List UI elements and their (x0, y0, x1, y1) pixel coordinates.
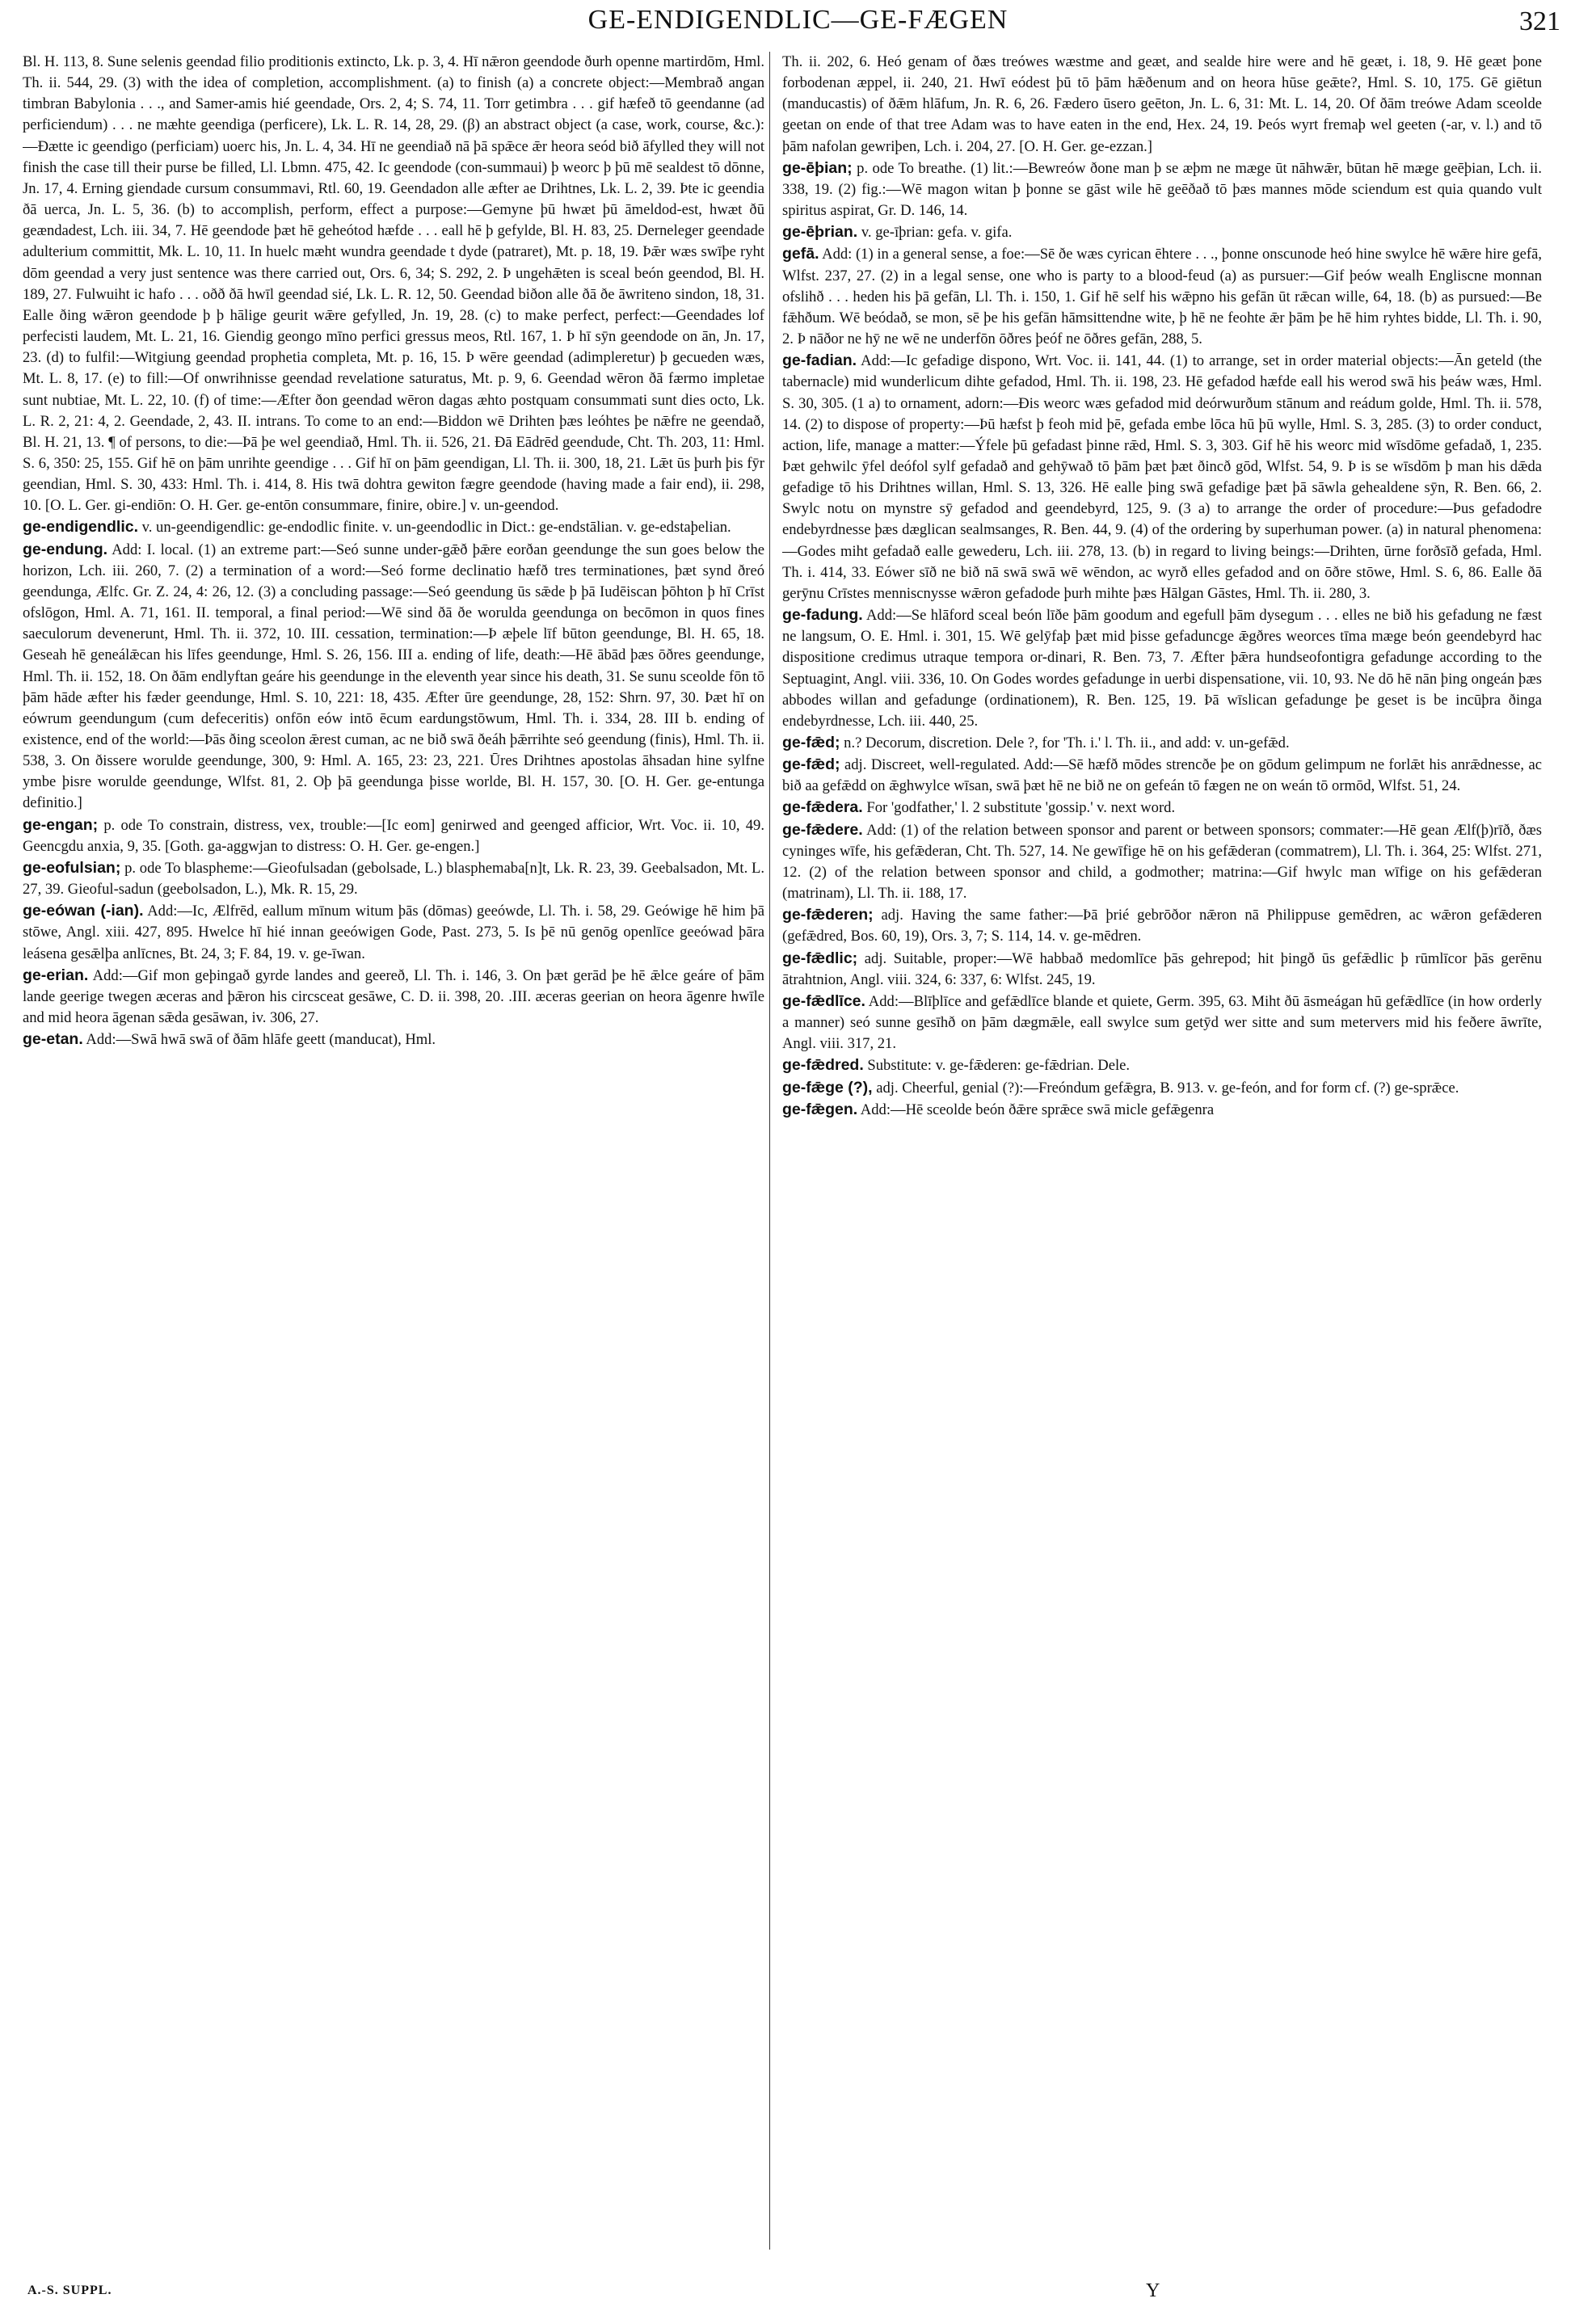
entry-text: adj. Discreet, well-regulated. Add:—Sē hæfð mōdes strencðe þe on gōdum gelimpum ne forlǣt his anrǣdnesse, ac bið aa gefǣdd on ǣghwylce wīsan, swā þæt hē ne bið ne on gefeán tō fægen ne on weán tō ormōd, Wlfst. 51, 24. (782, 756, 1542, 795)
dictionary-entry (23, 965, 764, 1029)
entry-text: v. ge-īþrian: gefa. v. gifa. (857, 224, 1013, 242)
entry-continuation (782, 52, 1542, 158)
dictionary-entry (782, 1077, 1542, 1099)
dictionary-entry (23, 815, 764, 857)
entry-text: For 'godfather,' l. 2 substitute 'gossip.' v. next word. (862, 799, 1176, 817)
dictionary-entry (782, 350, 1542, 604)
headword: ge-endigendlic. (23, 518, 139, 537)
dictionary-entry (782, 158, 1542, 221)
entry-text: Add: (1) in a general sense, a foe:—Sē ðe wæs cyrican ēhtere . . ., þonne onscunode heó hine swylce hē wǣre hire gefā, Wlfst. 237, 27. (2) in a legal sense, one who is party to a blood-feud (a) as pursuer:—Gif þeów wealh Engliscne monnan ofslihð . . . heden his þā gefān, Ll. Th. i. 150, 1. Gif hē self his wǣpno his gefān ūt rǣcan wille, 64, 18. (b) as pursued:—Be fǣhðum. Wē beódað, se mon, sē þe his gefān hāmsittendne wite, þ hē ne feohte ǣr þām þe hē him ryhtes bidde, Ll. Th. i. 90, 2. Þ nāðor ne hȳ ne wē ne underfōn ōðres þeóf ne ōðres gefān, 288, 5. (782, 246, 1542, 348)
entry-text: Add:—Hē sceolde beón ðǣre sprǣce swā micle gefǣgenra (857, 1101, 1215, 1118)
entry-continuation (23, 52, 764, 516)
gathering-letter: Y (1146, 2280, 1160, 2301)
headword: ge-ēþrian. (782, 223, 858, 242)
headword: ge-fadung. (782, 606, 863, 625)
headword: ge-fǣgen. (782, 1100, 858, 1118)
headword: ge-fǣdlic; (782, 949, 858, 967)
dictionary-entry (782, 221, 1542, 243)
entry-text: Add:—Swā hwā swā of ðām hlāfe geett (manducat), Hml. (82, 1031, 436, 1049)
dictionary-entry (23, 857, 764, 900)
headword: ge-fǣge (?), (782, 1078, 873, 1097)
entry-text: Add: I. local. (1) an extreme part:—Seó sunne under-gǣð þǣre eorðan geendunge the sun goes below the horizon, Lch. iii. 260, 7. (2) a termination of a word:—Seó forme declinatio hæfð tres terminationes, þæt synd ðreó geendunga, Ælfc. Gr. Z. 24, 4: 26, 12. (3) a concluding passage:—Seó geendung ūs sǣde þ þā Iudēiscan þōhton þ hī Crīst ofslōgon, Hml. A. 71, 161. II. temporal, a final period:—Wē sind ðā ðe worulda geendunga on becōmon in quos fines saeculorum devenerunt, Hml. Th. ii. 372, 10. III. cessation, termination:—Þ æþele līf būton geendunge, Bl. H. 65, 18. Geseah hē geneálǣcan his līfes geendunge, Hml. S. 26, 156. III a. ending of life, death:—Hē ābād þæs ōðres geendunge, Hml. Th. ii. 152, 18. On ðām endlyftan geáre his geendunge in the eleventh year since his death, 31. Se sunu sceolde fōn tō þām hāde æfter his fæder geendunge, Hml. S. 10, 221: 18, 435. Æfter ūre geendunge, 28, 152: Shrn. 97, 30. Þæt hī on eówrum geendungum (cum defeceritis) onfōn eów intō ēcum eardungstōwum, Hml. Th. i. 334, 28. III b. ending of existence, end of the world:—Þās ðing sceolon ǣrest cuman, ac ne bið swā ðeáh þǣrrihte seó geendung (finis), Hml. Th. ii. 538, 3. On ðissere worulde geendunge, 300, 9: Hml. A. 165, 23: 23, 221. Ūres Drihtnes apostolas āhsadan hine sylfne ymbe þisre worulde geendunge, Wlfst. 81, 2. Oþ þā geendunga þisse worlde, Bl. H. 157, 30. [O. H. Ger. ge-entunga definitio.] (23, 541, 764, 812)
entry-text: v. un-geendigendlic: ge-endodlic finite. v. un-geendodlic in Dict.: ge-endstālian. v. ge-edstaþelian. (138, 519, 731, 537)
entry-text: Add:—Blīþlīce and gefǣdlīce blande et quiete, Germ. 395, 63. Miht ðū āsmeágan hū gefǣdlīce (in how orderly a manner) seó sunne gesīhð on þām dægmǣle, eall swylce sum getȳd wer sitte and sum metervers mid his feðere āwrīte, Angl. viii. 317, 21. (782, 992, 1542, 1053)
headword: gefā. (782, 245, 819, 263)
entry-text: p. ode To constrain, distress, vex, trouble:—[Ic eom] genirwed and geenged afficior, Wrt. Voc. ii. 10, 49. Geencgdu anxia, 9, 35. [Goth. ga-aggwjan to distress: O. H. Ger. ge-engen.] (23, 816, 764, 855)
dictionary-entry (782, 754, 1542, 797)
entry-text: Add: (1) of the relation between sponsor and parent or between sponsors; commater:—Hē gean Ælf(þ)rīð, ðæs cyninges wīfe, his gefǣderan, Cht. Th. 527, 14. Ne gewīfige hē on his gefǣderan (commatrem), Ll. Th. i. 364, 25: Wlfst. 271, 12. (2) of the relation between sponsor and child, a godmother; matrina:—Gif hwylc man wīfige on his gefǣderan (matrinam), Ll. Th. ii. 188, 17. (782, 821, 1542, 903)
entry-text: Th. ii. 202, 6. Heó genam of ðæs treówes wæstme and geæt, and sealde hire were and hē geæt, i. 18, 9. Hē geæt þone forbodenan æppel, ii. 240, 21. Hwī eódest þū tō þām hǣðenum and on heora hūse geǣte?, Hml. S. 10, 175. Gē giētun (manducastis) of ðǣm hlāfum, Jn. R. 6, 26. Fædero ūsero geēton, Jn. L. 6, 31: Mt. L. 14, 20. Of ðām treówe Adam sceolde geetan on ende of that tree Adam was to have eaten in the end, Hex. 24, 19. Þeós wyrt fremaþ wel geeten (-ar, v. l.) and tō þām nafolan gewriþen, Lch. i. 204, 27. [O. H. Ger. ge-ezzan.] (782, 53, 1542, 155)
running-head (0, 5, 1596, 45)
entry-text: adj. Suitable, proper:—Wē habbað medomlīce þās gehrepod; hit þingð ūs gefǣdlic þ rūmlīcor þās gerēnu ātrahtnion, Angl. viii. 324, 6: 337, 6: Wlfst. 245, 19. (782, 949, 1542, 988)
headword: ge-eofulsian; (23, 858, 121, 877)
headword: ge-ēþian; (782, 158, 853, 177)
headword: ge-etan. (23, 1030, 83, 1049)
headword: ge-fadian. (782, 351, 857, 370)
dictionary-entry (782, 904, 1542, 947)
headword: ge-fǣdred. (782, 1056, 864, 1075)
dictionary-entry (782, 1054, 1542, 1076)
dictionary-entry (23, 539, 764, 815)
dictionary-entry (23, 900, 764, 964)
entry-text: p. ode To blaspheme:—Gieofulsadan (gebolsade, L.) blasphemaba[n]t, Lk. R. 23, 39. Geebalsadon, Mt. L. 27, 39. Gieoful-sadun (geebolsadon, L.), Mk. R. 15, 29. (23, 859, 764, 899)
headword: ge-fǣdere. (782, 820, 863, 839)
entry-text: Substitute: v. ge-fǣderen: ge-fǣdrian. Dele. (863, 1057, 1131, 1075)
dictionary-entry (782, 948, 1542, 991)
left-column (23, 52, 764, 2282)
headword: ge-fǣderen; (782, 906, 874, 924)
headword: ge-fǣd; (782, 734, 840, 751)
entry-text: Add:—Ic gefadige dispono, Wrt. Voc. ii. 141, 44. (1) to arrange, set in order material objects:—Ān geteld (the tabernacle) mid wunderlicum dihte gefadod, Hml. Th. ii. 198, 23. Hē gefadod hæfde eall his werod swā his þeáw wæs, Hml. S. 30, 305. (1 a) to ornament, adorn:—Ðis weorc wæs gefadod mid deórwurðum stānum and reádum golde, Hml. Th. ii. 578, 14. (2) to dispose of property:—Þū hæfst þ feoh mid þē, gefada embe lōca hū þū wylle, Hml. S. 3, 285. (3) to order conduct, action, life, manage a matter:—Ýfele þū gefadast þinne rǣd, Hml. S. 3, 303. Gif hē his weorc mid wīsdōme gefadað, 1, 235. Þæt gehwilc ȳfel deófol sylf gefadað and gehȳwað tō þām þæt þæt ðincð gōd, Wlfst. 54, 9. Þ is se wīsdōm þ man his dǣda gefadige tō his Drihtnes willan, Hml. S. 13, 326. Hē ealle þing swā gefadige þæt þā sāwla gehealdene sȳn, R. Ben. 66, 2. Swylc notu on mynstre sȳ gefadod and geendebyrd, 125, 9. (3 a) to arrange the order of procedure:—Þus gefadodre endebyrdnesse þæs dæglican sealmsanges, R. Ben. 44, 9. (4) of the ordering by superhuman power. (a) in natural phenomena:—Godes miht gefadað ealle gewederu, Lch. iii. 278, 13. (b) in regard to living beings:—Drihten, ūrne forðsīð gefada, Hml. Th. i. 414, 33. Eówer sīð ne bið nā swā swā wē wēndon, ac wyrð elles gefadod and on ōðre stōwe, Hml. S. 6, 86. Ealle ðā gerȳnu Crīstes menniscnysse wǣron gefadode þurh mihte þæs Hālgan Gāstes, Hml. Th. ii. 280, 3. (782, 352, 1542, 602)
entry-text: Add:—Ic, Ælfrēd, eallum mīnum witum þās (dōmas) geeówde, Ll. Th. i. 58, 29. Geówige hē him þā stōwe, Angl. xiii. 427, 895. Hwelce hī hié innan geeówigen Gode, Past. 273, 5. Is þē nū genōg openlīce geeówad þāra leásena gesǣlþa anlīcnes, Bt. 24, 3; F. 84, 19. v. ge-īwan. (23, 903, 764, 962)
entry-text: adj. Cheerful, genial (?):—Freóndum gefǣgra, B. 913. v. ge-feón, and for form cf. (?) ge-sprǣce. (872, 1079, 1459, 1097)
headword: ge-erian. (23, 966, 89, 984)
entry-text: adj. Having the same father:—Þā þrié gebrōðor nǣron nā Philippuse gemēdren, ac wǣron gefǣderen (gefǣdred, Bos. 60, 19), Ors. 3, 7; S. 114, 14. v. ge-mēdren. (782, 907, 1542, 945)
dictionary-entry (23, 1029, 764, 1050)
dictionary-entry (782, 243, 1542, 350)
page-number: 321 (1519, 6, 1560, 36)
headword: ge-fǣdlīce. (782, 991, 865, 1010)
entry-text: n.? Decorum, discretion. Dele ?, for 'Th. i.' l. Th. ii., and add: v. un-gefǣd. (840, 735, 1290, 751)
headword: ge-engan; (23, 815, 99, 834)
headword: ge-eówan (-ian). (23, 902, 144, 920)
column-divider (769, 52, 770, 2250)
dictionary-entry (782, 819, 1542, 905)
entry-text: p. ode To breathe. (1) lit.:—Bewreów ðone man þ se æþm ne mæge ūt nāhwǣr, būtan hē mæge geēþian, Lch. ii. 338, 19. (2) fig.:—Wē magon witan þ þonne se gāst wile hē geēðað tō þæs mannes mōde sciendum est quia quando vult spiritus aspirat, Gr. D. 146, 14. (782, 159, 1542, 220)
signature-mark: A.-S. SUPPL. (27, 2284, 112, 2297)
dictionary-entry (782, 732, 1542, 754)
headword: ge-endung. (23, 540, 108, 558)
headword: ge-fǣd; (782, 756, 840, 774)
dictionary-entry (782, 797, 1542, 819)
entry-text: Add:—Gif mon geþingað gyrde landes and geereð, Ll. Th. i. 146, 3. On þæt gerād þe hē ǣlce geáre of þām lande geerige twegen æceras and þǣron his circsceat gesāwe, C. D. ii. 398, 20. .III. æceras geerian on heora āgenre hwīle and mid heora āgenan sǣda gesāwan, iv. 306, 27. (23, 966, 764, 1027)
dictionary-entry (782, 604, 1542, 732)
dictionary-entry (782, 1099, 1542, 1121)
dictionary-entry (23, 516, 764, 538)
entry-text: Bl. H. 113, 8. Sune selenis geendad filio proditionis extincto, Lk. p. 3, 4. Hī nǣron geendode ðurh openne martirdōm, Hml. Th. ii. 544, 29. (3) with the idea of completion, accomplishment. (a) to finish (a) a concrete object:—Membrað angan timbran Babylonia . . ., and Samer-amis hié geendade, Ors. 2, 4; S. 74, 11. Torr getimbra . . . gif hæfeð tō geendanne (ad perficiendum) . . . ne mæhte geendiga (perficere), Lk. L. R. 14, 28, 29. (β) an abstract object (a case, work, course, &c.): —Ðætte ic geendigo (perficiam) uoerc his, Jn. L. 4, 34. Hī ne geendiað nā þā spǣce ǣr heora seód bið āfylled they will not finish the case till their purse be filled, Ll. Lbmn. 475, 42. Ic geendode (con-summaui) þ weorc þ þū mē sealdest tō dōnne, Jn. 17, 4. Erning giendade cursum consummavi, Rtl. 60, 19. Geendadon alle æfter ae Drihtnes, Lk. L. 2, 39. Þte ic geendia ðā uerca, Jn. L. 5, 36. (b) to accomplish, perform, effect a purpose:—Gemyne þū hwæt þū āmeldod-est, hwæt ðū geændadest, Lch. iii. 34, 7. Hē geendode þæt hē geheótod hæfde . . . eall hē þ gefylde, Bl. H. 83, 25. Derneleger geendade adulterium committit, Mk. L. 10, 11. In huelc mæht wundra geendade t dyde (patraret), Mt. p. 18, 19. Þǣr wæs swīþe ryht dōm geendad a very just sentence was there carried out, Ors. 6, 34; S. 292, 2. Þ ungehǣten is sceal beón geendod, Bl. H. 189, 27. Fulwuiht ic hafo . . . oðð ðā hwīl geendad sié, Lk. L. R. 12, 50. Geendad biðon alle ðā ðe āwriteno sindon, 18, 31. Ealle ðing wǣron geendode þ þ hālige geurit wǣre gefylled, Jn. 19, 28. (c) to make perfect, perfect:—Geendades lof perfecisti laudem, Mt. L. 21, 16. Giendig geongo mīno perfici gressus meos, Rtl. 167, 1. Þ hī sȳn geendode on ān, Jn. 17, 23. (d) to fulfil:—Witgiung geendad prophetia completa, Mt. p. 16, 15. Þ wēre geendad (adimpleretur) þ gecueden wæs, Mt. L. 8, 17. (e) to fill:—Of onwrihnisse geendad revelatione saturatus, Mt. p. 9, 6. Geendad wēron ðā færmo impletae sunt nubtiae, Mt. L. 22, 10. (f) of time:—Æfter ðon geendad wēron dagas æhto postquam consummati sunt dies octo, Lk. L. R. 2, 21: 4, 2. Geendade, 2, 43. II. intrans. To come to an end:—Biddon wē Drihten þæs leóhtes þe nǣfre ne geendað, Bl. H. 21, 13. ¶ of persons, to die:—Þā þe wel geendiað, Hml. Th. ii. 526, 21. Ðā Eādrēd geendude, Cht. Th. 203, 11: Hml. S. 6, 350: 25, 155. Gif hē on þām unrihte geendige . . . Gif hī on þām geendigan, Ll. Th. ii. 300, 18, 21. Lǣt ūs þurh þis fȳr geendian, Hml. S. 30, 433: Hml. Th. i. 414, 8. His twā dohtra gewiton fægre geendode (having made a fair end), ii. 298, 10. [O. L. Ger. gi-endiōn: O. H. Ger. ge-entōn consummare, finire, obire.] v. un-geendod. (23, 53, 764, 515)
page-footer (0, 2280, 1596, 2309)
headword: ge-fǣdera. (782, 798, 863, 817)
entry-text: Add:—Se hlāford sceal beón līðe þām goodum and egefull þām dysegum . . . elles ne bið his gefadung ne fæst ne langsum, O. E. Hml. i. 301, 15. Wē gelȳfaþ þæt mid þisse gefaduncge ǣgðres weorces tīma mæge beón geendebyrd hac dispositione credimus utraque tempora or-dinari, R. Ben. 73, 7. Æfter þǣra hundseofontigra gefadunge according to the Septuagint, Angl. viii. 336, 10. On Godes wordes gefadunge in uerbi dispensatione, vii. 10, 93. Ne dō hē nān þing ongeán þæs abbodes willan and gefadunge (ordinationem), R. Ben. 125, 19. Þā wīslican gefadunge þe geset is be incūþra ðinga endebyrdnesse, Lch. iii. 440, 25. (782, 607, 1542, 730)
right-column (782, 52, 1542, 2282)
running-title: GE-ENDIGENDLIC—GE-FÆGEN (587, 5, 1009, 35)
dictionary-entry (782, 991, 1542, 1054)
